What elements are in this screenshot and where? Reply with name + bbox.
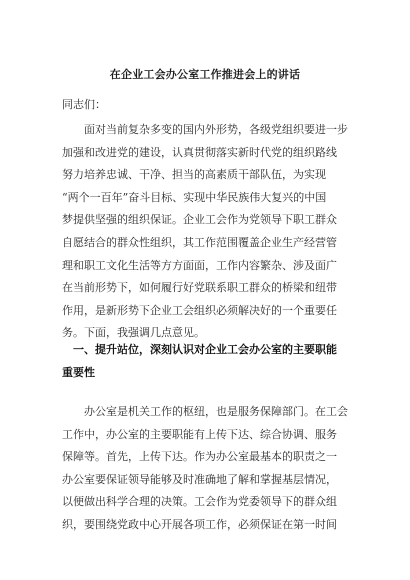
paragraph-line: 工作中，办公室的主要职能有上传下达、综合协调、服务 [62, 427, 337, 441]
document-title: 在企业工会办公室工作推进会上的讲话 [109, 68, 301, 81]
heading-line: 一、提升站位，深刻认识对企业工会办公室的主要职能 [62, 343, 337, 356]
paragraph-line: 作用，是新形势下企业工会组织必须解决好的一个重要任 [62, 303, 337, 317]
paragraph-line: 自愿结合的群众性组织，其工作范围覆盖企业生产经营管 [62, 235, 337, 249]
salutation: 同志们： [62, 98, 106, 111]
paragraph-line: 以便做出科学合理的决策。工会作为党委领导下的群众组 [62, 495, 337, 509]
paragraph-line: “两个一百年”奋斗目标、实现中华民族伟大复兴的中国 [62, 190, 327, 204]
section-heading-1 [62, 338, 352, 384]
paragraph-line: 努力培养忠诚、干净、担当的高素质干部队伍，为实现 [62, 168, 326, 182]
paragraph-line: 保障等。首先，上传下达。作为办公室最基本的职责之一 [62, 450, 337, 464]
paragraph-line: 办公室要保证领导能够及时准确地了解和掌握基层情况， [62, 472, 337, 486]
paragraph-line: 办公室是机关工作的枢纽，也是服务保障部门。在工会 [62, 405, 348, 418]
paragraph-line: 加强和改进党的建设，认真贯彻落实新时代党的组织路线 [62, 145, 337, 159]
paragraph-line: 在当前形势下，如何履行好党联系职工群众的桥梁和纽带 [62, 281, 337, 295]
paragraph-line: 梦提供坚强的组织保证。企业工会作为党领导下职工群众 [62, 213, 337, 227]
paragraph-section-1 [62, 401, 348, 537]
paragraph-line: 理和职工文化生活等方方面面，工作内容繁杂、涉及面广 [62, 258, 337, 272]
paragraph-line: 务。下面，我强调几点意见。 [62, 326, 205, 340]
paragraph-intro [62, 119, 348, 345]
paragraph-line: 面对当前复杂多变的国内外形势，各级党组织要进一步 [62, 123, 348, 136]
paragraph-line: 织，要围绕党政中心开展各项工作，必须保证在第一时间 [62, 517, 337, 531]
heading-line: 重要性 [62, 366, 95, 379]
